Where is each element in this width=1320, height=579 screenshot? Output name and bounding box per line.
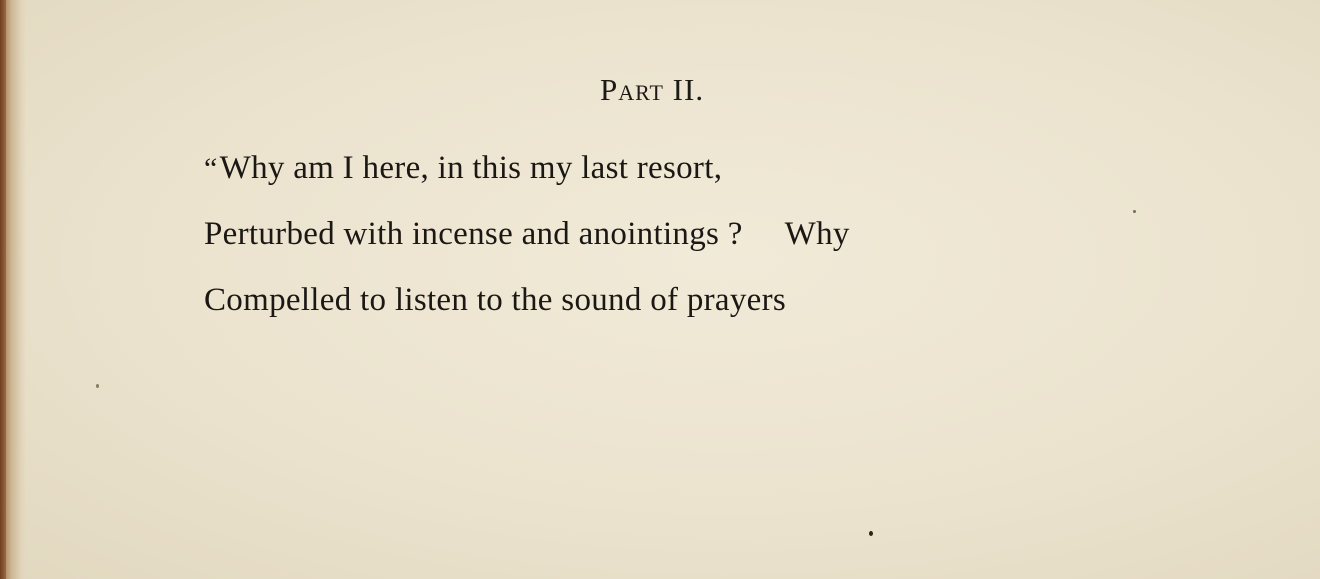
opening-quote-mark: “	[204, 152, 218, 185]
verse-line-2-end-word: Why	[784, 216, 850, 252]
verse-line-1-text: Why am I here, in this my last resort,	[219, 150, 723, 186]
verse-line-2-text: Perturbed with incense and anointings ?	[204, 216, 743, 252]
paper-speck	[1133, 210, 1136, 213]
paper-speck	[96, 384, 99, 388]
verse-line-2	[204, 216, 850, 253]
verse-line-3	[204, 282, 786, 319]
paper-speck	[869, 531, 873, 536]
part-heading: Part II.	[600, 72, 705, 107]
verse-line-3-text: Compelled to listen to the sound of prayers	[204, 282, 787, 318]
verse-line-1	[204, 150, 722, 187]
